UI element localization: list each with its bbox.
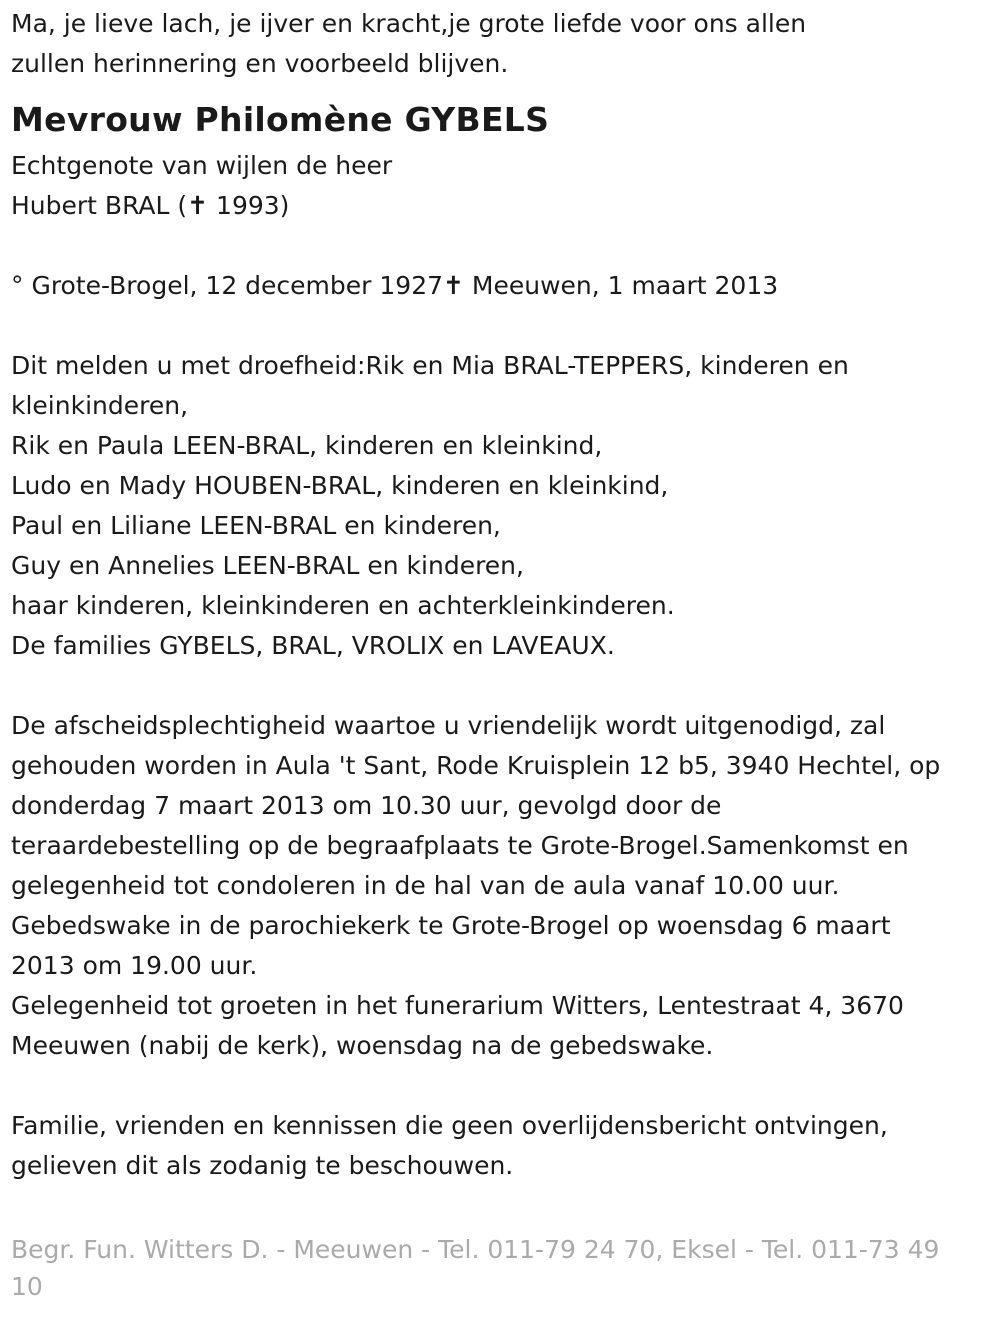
intro-line: zullen herinnering en voorbeeld blijven. [11, 49, 509, 78]
mourner-line: kleinkinderen, [11, 391, 189, 420]
footer-line: 10 [11, 1272, 43, 1301]
closing-line: Familie, vrienden en kennissen die geen overlijdensbericht ontvingen, [11, 1111, 888, 1140]
spouse-line: Echtgenote van wijlen de heer [11, 151, 393, 180]
ceremony-details [11, 706, 990, 1066]
mourner-line: De families GYBELS, BRAL, VROLIX en LAVEAUX. [11, 631, 615, 660]
ceremony-line: Gelegenheid tot groeten in het funerarium Witters, Lentestraat 4, 3670 [11, 991, 904, 1020]
mourner-line: Guy en Annelies LEEN-BRAL en kinderen, [11, 551, 524, 580]
spacer [11, 666, 990, 706]
ceremony-line: gelegenheid tot condoleren in de hal van de aula vanaf 10.00 uur. [11, 871, 840, 900]
mourners-list [11, 346, 990, 666]
intro-line: Ma, je lieve lach, je ijver en kracht,je grote liefde voor ons allen [11, 9, 807, 38]
birth-death-dates: ° Grote-Brogel, 12 december 1927✝ Meeuwen, 1 maart 2013 [11, 271, 779, 300]
deceased-name: Mevrouw Philomène GYBELS [11, 100, 550, 139]
footer-line: Begr. Fun. Witters D. - Meeuwen - Tel. 011-79 24 70, Eksel - Tel. 011-73 49 [11, 1235, 940, 1264]
ceremony-line: Meeuwen (nabij de kerk), woensdag na de gebedswake. [11, 1031, 714, 1060]
closing-line: gelieven dit als zodanig te beschouwen. [11, 1151, 514, 1180]
spouse-line: Hubert BRAL (✝ 1993) [11, 191, 290, 220]
mourner-line: Rik en Paula LEEN-BRAL, kinderen en kleinkind, [11, 431, 603, 460]
spacer [11, 1066, 990, 1106]
spacer [11, 226, 990, 266]
ceremony-line: gehouden worden in Aula 't Sant, Rode Kruisplein 12 b5, 3940 Hechtel, op [11, 751, 941, 780]
mourner-line: Ludo en Mady HOUBEN-BRAL, kinderen en kleinkind, [11, 471, 669, 500]
ceremony-line: teraardebestelling op de begraafplaats te Grote-Brogel.Samenkomst en [11, 831, 909, 860]
mourner-line: Paul en Liliane LEEN-BRAL en kinderen, [11, 511, 501, 540]
funeral-home-footer [11, 1226, 990, 1305]
intro-quote [11, 4, 990, 84]
mourner-line: Dit melden u met droefheid:Rik en Mia BRAL-TEPPERS, kinderen en [11, 351, 849, 380]
closing-note [11, 1106, 990, 1186]
ceremony-line: donderdag 7 maart 2013 om 10.30 uur, gevolgd door de [11, 791, 722, 820]
spacer [11, 1186, 990, 1226]
mourner-line: haar kinderen, kleinkinderen en achterkleinkinderen. [11, 591, 675, 620]
ceremony-line: Gebedswake in de parochiekerk te Grote-Brogel op woensdag 6 maart [11, 911, 891, 940]
ceremony-line: 2013 om 19.00 uur. [11, 951, 258, 980]
spacer [11, 306, 990, 346]
ceremony-line: De afscheidsplechtigheid waartoe u vriendelijk wordt uitgenodigd, zal [11, 711, 886, 740]
